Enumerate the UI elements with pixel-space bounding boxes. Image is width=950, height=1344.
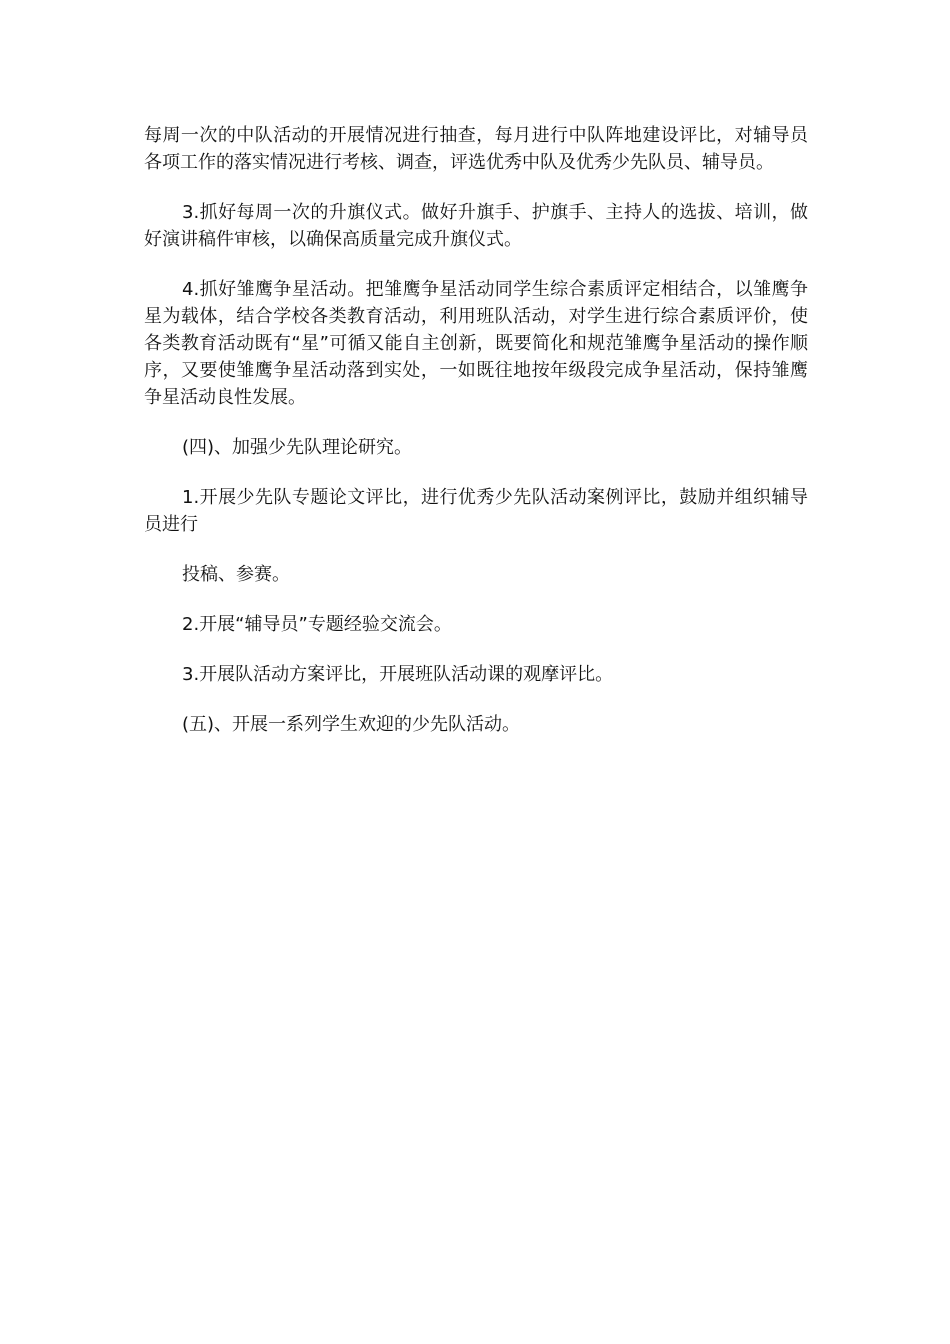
section-heading-theory-research: (四)、加强少先队理论研究。 — [182, 437, 413, 458]
paragraph-paper-contest: 1.开展少先队专题论文评比，进行优秀少先队活动案例评比，鼓励并组织辅导员进行 — [144, 487, 808, 535]
paragraph-activity-plan: 3.开展队活动方案评比，开展班队活动课的观摩评比。 — [182, 664, 614, 685]
paragraph-experience-exchange: 2.开展“辅导员”专题经验交流会。 — [182, 614, 452, 635]
paragraph-continuation: 每周一次的中队活动的开展情况进行抽查，每月进行中队阵地建设评比，对辅导员各项工作的落实情况进行考核、调查，评选优秀中队及优秀少先队员、辅导员。 — [144, 125, 808, 173]
paragraph-submission: 投稿、参赛。 — [182, 564, 290, 585]
paragraph-eagle-star: 4.抓好雏鹰争星活动。把雏鹰争星活动同学生综合素质评定相结合，以雏鹰争星为载体，结合学校各类教育活动，利用班队活动，对学生进行综合素质评价，使各类教育活动既有“星”可循又能自主创新，既要简化和规范雏鹰争星活动的操作顺序，又要使雏鹰争星活动落到实处，一如既往地按年级段完成争星活动，保持雏鹰争星活动良性发展。 — [144, 279, 808, 408]
section-heading-student-activities: (五)、开展一系列学生欢迎的少先队活动。 — [182, 714, 521, 735]
paragraph-flag-raising: 3.抓好每周一次的升旗仪式。做好升旗手、护旗手、主持人的选拔、培训，做好演讲稿件审核，以确保高质量完成升旗仪式。 — [144, 202, 808, 250]
document-body — [144, 122, 808, 761]
